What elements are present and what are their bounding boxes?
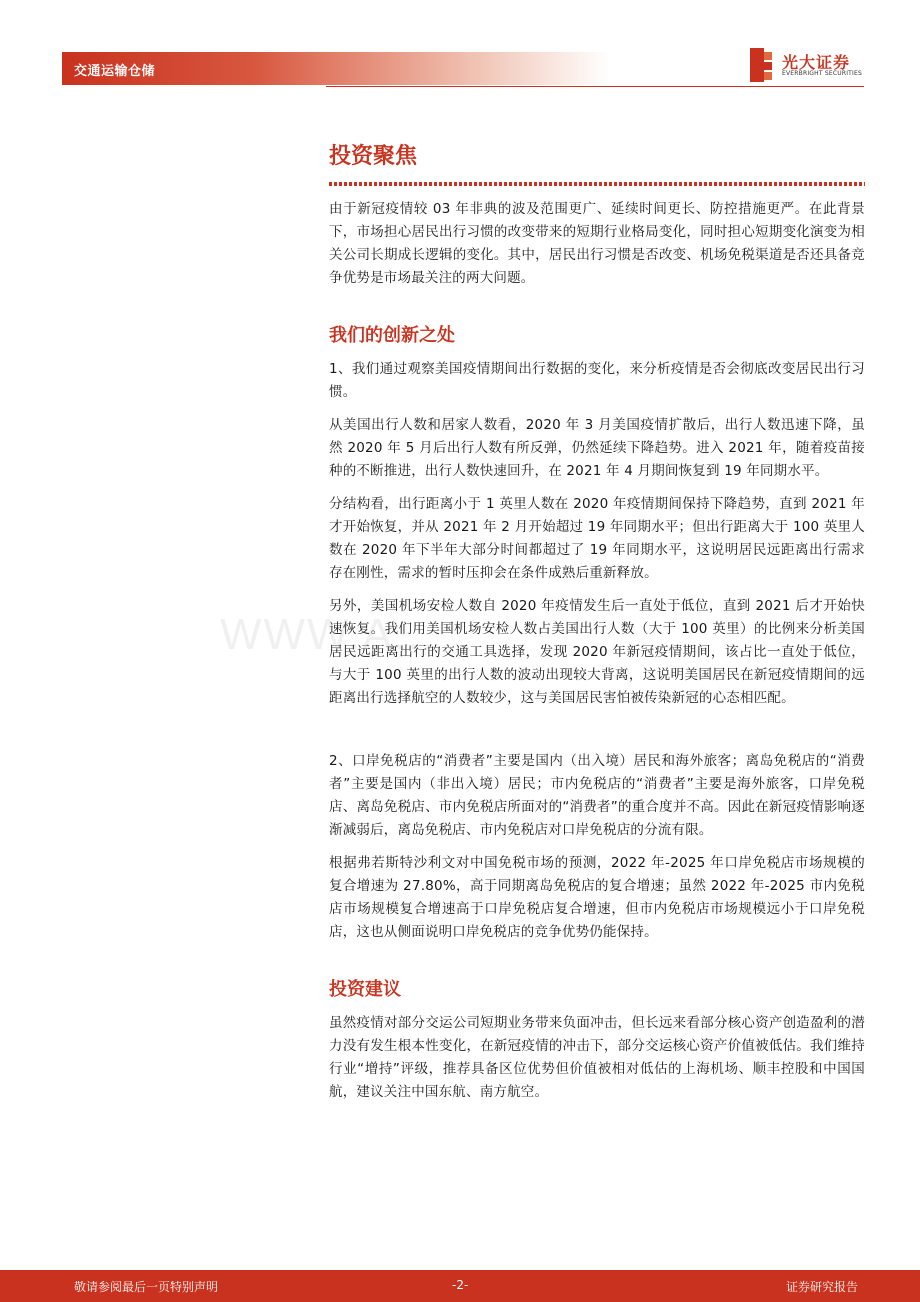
footer-disclaimer: 敬请参阅最后一页特别声明 — [74, 1280, 219, 1294]
innovation-paragraph-4: 另外，美国机场安检人数自 2020 年疫情发生后一直处于低位，直到 2021 后才开始快速恢复。我们用美国机场安检人数占美国出行人数（大于 100 英里）的比例来分析美国居民远距离出行的交通工具选择，发现 2020 年新冠疫情期间，该占比一直处于低位，与大于 100 英里的出行人数的波动出现较大背离，这说明美国居民在新冠疫情期间的远距离出行选择航空的人数较少，这与美国居民害怕被传染新冠的心态相匹配。 — [329, 598, 865, 706]
section-title-advice: 投资建议 — [329, 979, 401, 1000]
header-rule — [326, 86, 864, 87]
page-number: -2- — [452, 1278, 469, 1292]
page-footer — [0, 1270, 920, 1302]
section-title-focus: 投资聚焦 — [329, 144, 418, 169]
report-content — [329, 140, 865, 1114]
logo-text-en: EVERBRIGHT SECURITIES — [782, 70, 862, 77]
footer-doc-type: 证券研究报告 — [785, 1280, 858, 1294]
innovation-paragraph-2: 从美国出行人数和居家人数看，2020 年 3 月美国疫情扩散后，出行人数迅速下降，虽然 2020 年 5 月后出行人数有所反弹，仍然延续下降趋势。进入 2021 年，随着疫苗接种的不断推进，出行人数快速回升，在 2021 年 4 月期间恢复到 19 年同期水平。 — [329, 417, 865, 479]
advice-paragraph: 虽然疫情对部分交运公司短期业务带来负面冲击，但长远来看部分核心资产创造盈利的潜力没有发生根本性变化，在新冠疫情的冲击下，部分交运核心资产价值被低估。我们维持行业“增持”评级，推荐具备区位优势但价值被相对低估的上海机场、顺丰控股和中国国航，建议关注中国东航、南方航空。 — [329, 1015, 865, 1100]
title-divider — [329, 182, 865, 186]
innovation-paragraph-6: 根据弗若斯特沙利文对中国免税市场的预测，2022 年-2025 年口岸免税店市场规模的复合增速为 27.80%，高于同期离岛免税店的复合增速；虽然 2022 年-2025 市内免税店市场规模复合增速高于口岸免税店复合增速，但市内免税店市场规模远小于口岸免税店，这也从侧面说明口岸免税店的竞争优势仍能保持。 — [329, 855, 865, 940]
company-logo — [750, 48, 870, 84]
section-title-innovation: 我们的创新之处 — [329, 325, 455, 346]
focus-paragraph: 由于新冠疫情较 03 年非典的波及范围更广、延续时间更长、防控措施更严。在此背景下，市场担心居民出行习惯的改变带来的短期行业格局变化，同时担心短期变化演变为相关公司长期成长逻辑的变化。其中，居民出行习惯是否改变、机场免税渠道是否还具备竞争优势是市场最关注的两大问题。 — [329, 201, 865, 286]
logo-text-cn: 光大证券 — [782, 53, 851, 72]
innovation-paragraph-5: 2、口岸免税店的“消费者”主要是国内（出入境）居民和海外旅客；离岛免税店的“消费者”主要是国内（非出入境）居民；市内免税店的“消费者”主要是海外旅客，口岸免税店、离岛免税店、市内免税店所面对的“消费者”的重合度并不高。因此在新冠疫情影响逐渐减弱后，离岛免税店、市内免税店对口岸免税店的分流有限。 — [329, 753, 865, 838]
innovation-paragraph-3: 分结构看，出行距离小于 1 英里人数在 2020 年疫情期间保持下降趋势，直到 2021 年才开始恢复，并从 2021 年 2 月开始超过 19 年同期水平；但出行距离大于 100 英里人数在 2020 年下半年大部分时间都超过了 19 年同期水平，这说明居民远距离出行需求存在刚性，需求的暂时压抑会在条件成熟后重新释放。 — [329, 496, 865, 581]
watermark: WWW.A... — [220, 610, 437, 659]
logo-mark-icon — [750, 48, 774, 82]
industry-label: 交通运输仓储 — [74, 64, 156, 79]
innovation-paragraph-1: 1、我们通过观察美国疫情期间出行数据的变化，来分析疫情是否会彻底改变居民出行习惯。 — [329, 361, 865, 400]
